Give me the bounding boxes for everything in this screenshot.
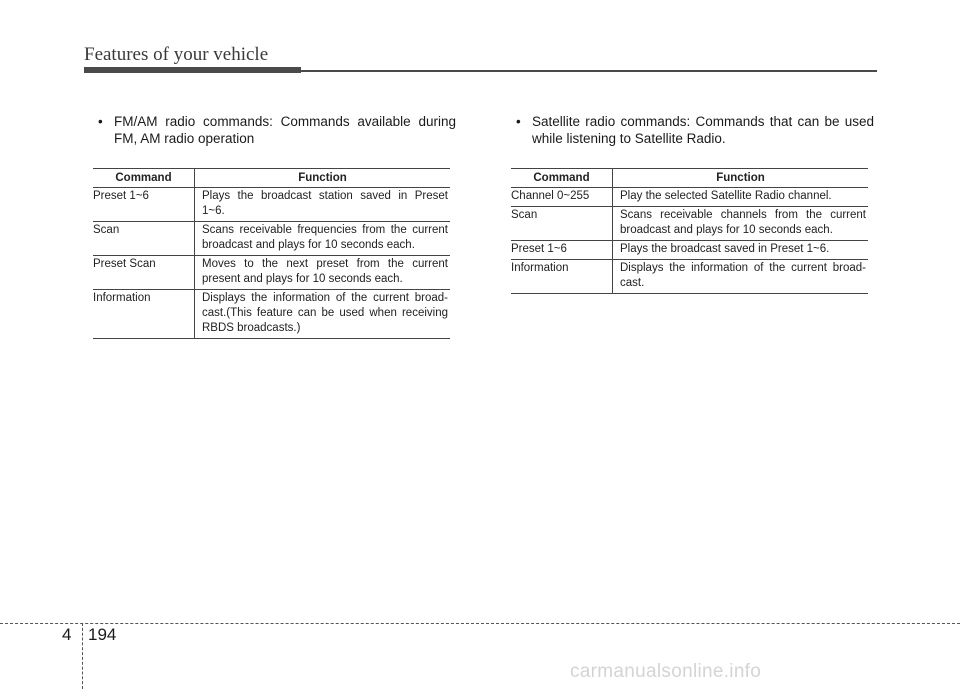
table-row <box>93 188 450 222</box>
left-column <box>84 113 456 339</box>
function-cell: Moves to the next preset from the current present and plays for 10 seconds each. <box>195 256 451 290</box>
command-cell: Preset 1~6 <box>511 241 613 260</box>
command-cell: Channel 0~255 <box>511 188 613 207</box>
command-cell: Information <box>511 260 613 294</box>
satellite-bullet-text: Satellite radio commands: Commands that can be used while listening to Satellite Radio. <box>532 114 874 146</box>
table-row <box>511 241 868 260</box>
header-rule-thin <box>301 70 877 72</box>
page-number: 194 <box>88 625 117 644</box>
function-cell: Scans receivable frequencies from the current broadcast and plays for 10 seconds each. <box>195 222 451 256</box>
table-row <box>511 207 868 241</box>
table-row <box>93 290 450 339</box>
function-cell: Scans receivable channels from the current broadcast and plays for 10 seconds each. <box>613 207 869 241</box>
column-header-function: Function <box>195 169 451 188</box>
header-rule-thick <box>84 67 301 73</box>
function-cell: Plays the broadcast station saved in Preset 1~6. <box>195 188 451 222</box>
page-header-title: Features of your vehicle <box>84 44 269 65</box>
chapter-number: 4 <box>62 625 72 644</box>
footer-divider-vertical <box>82 623 83 689</box>
table-row <box>511 260 868 294</box>
function-cell: Plays the broadcast saved in Preset 1~6. <box>613 241 869 260</box>
command-cell: Scan <box>93 222 195 256</box>
satellite-command-table <box>511 168 868 294</box>
command-cell: Preset Scan <box>93 256 195 290</box>
column-header-command: Command <box>511 169 613 188</box>
fm-am-command-table <box>93 168 450 339</box>
column-header-function: Function <box>613 169 869 188</box>
table-row <box>511 188 868 207</box>
fm-am-bullet: • FM/AM radio commands: Commands available during FM, AM radio operation <box>98 114 456 146</box>
table-row <box>93 222 450 256</box>
satellite-bullet: • Satellite radio commands: Commands that can be used while listening to Satellite Radio. <box>516 114 874 146</box>
command-cell: Information <box>93 290 195 339</box>
right-column <box>502 113 874 294</box>
command-cell: Scan <box>511 207 613 241</box>
fm-am-bullet-text: FM/AM radio commands: Commands available during FM, AM radio operation <box>114 114 456 146</box>
column-header-command: Command <box>93 169 195 188</box>
command-cell: Preset 1~6 <box>93 188 195 222</box>
function-cell: Play the selected Satellite Radio channel. <box>613 188 869 207</box>
function-cell: Displays the information of the current broad-cast.(This feature can be used when receiving RBDS broadcasts.) <box>195 290 451 339</box>
function-cell: Displays the information of the current broad-cast. <box>613 260 869 294</box>
watermark-text: carmanualsonline.info <box>570 661 762 682</box>
footer-divider-horizontal <box>0 623 960 624</box>
table-row <box>93 256 450 290</box>
